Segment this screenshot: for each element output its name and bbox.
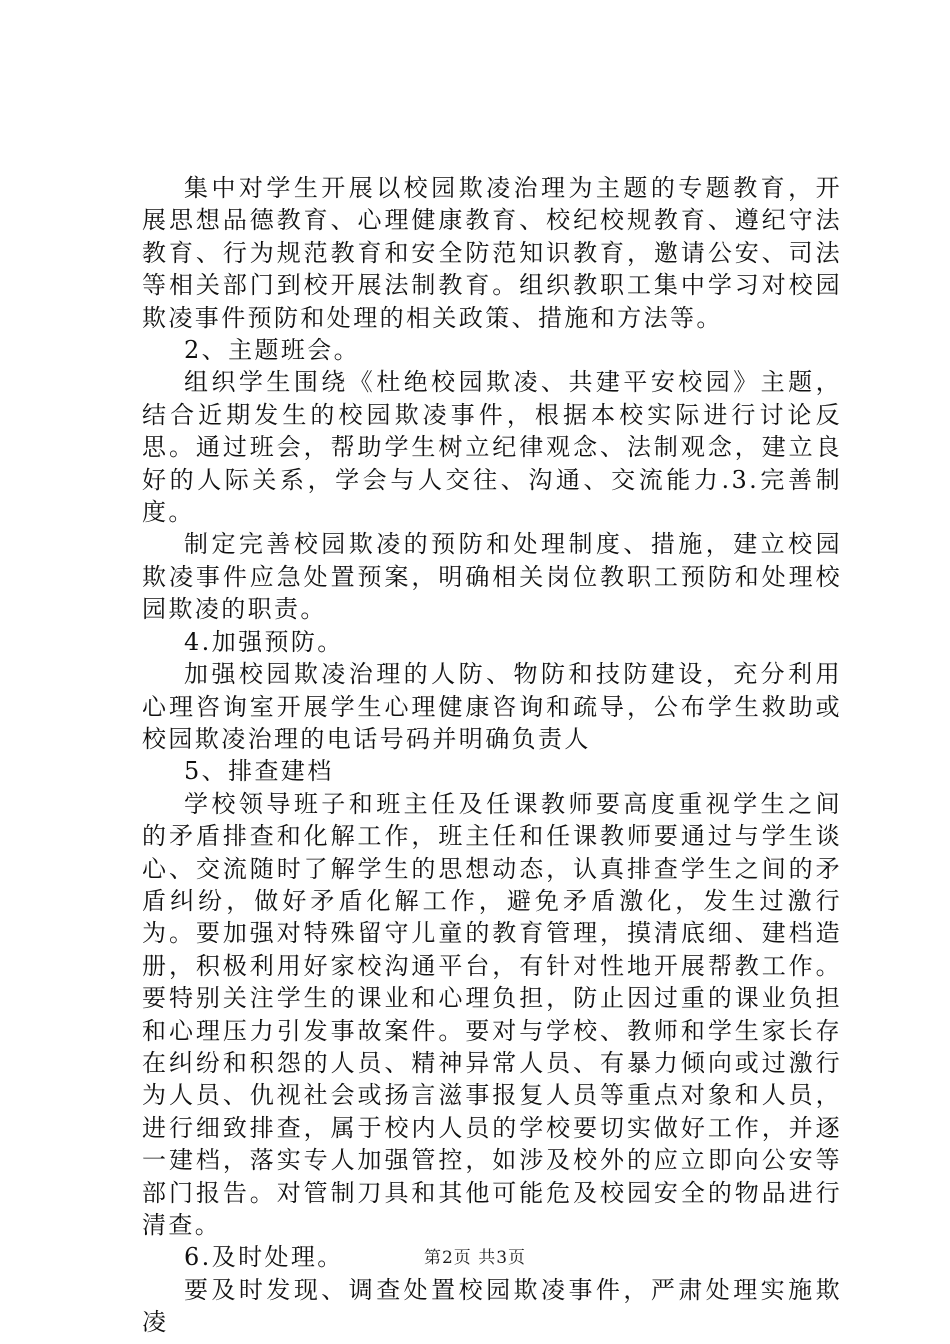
heading-investigation: 5、排查建档 — [184, 757, 334, 786]
paragraph-system: 制定完善校园欺凌的预防和处理制度、措施，建立校园欺凌事件应急处置预案，明确相关岗位教职工预防和处理校园欺凌的职责。 — [142, 530, 842, 624]
document-body — [142, 172, 842, 1339]
paragraph-investigation: 学校领导班子和班主任及任课教师要高度重视学生之间的矛盾排查和化解工作，班主任和任课教师要通过与学生谈心、交流随时了解学生的思想动态，认真排查学生之间的矛盾纠纷，做好矛盾化解工作，避免矛盾激化，发生过激行为。要加强对特殊留守儿童的教育管理，摸清底细、建档造册，积极利用好家校沟通平台，有针对性地开展帮教工作。要特别关注学生的课业和心理负担，防止因过重的课业负担和心理压力引发事故案件。要对与学校、教师和学生家长存在纠纷和积怨的人员、精神异常人员、有暴力倾向或过激行为人员、仇视社会或扬言滋事报复人员等重点对象和人员，进行细致排查，属于校内人员的学校要切实做好工作，并逐一建档，落实专人加强管控，如涉及校外的应立即向公安等部门报告。对管制刀具和其他可能危及校园安全的物品进行清查。 — [142, 789, 842, 1239]
heading-theme-class-meeting: 2、主题班会。 — [184, 336, 361, 365]
paragraph-class-meeting: 组织学生围绕《杜绝校园欺凌、共建平安校园》主题，结合近期发生的校园欺凌事件，根据本校实际进行讨论反思。通过班会，帮助学生树立纪律观念、法制观念，建立良好的人际关系，学会与人交往、沟通、交流能力.3.完善制度。 — [142, 368, 842, 527]
paragraph-timely-handling: 要及时发现、调查处置校园欺凌事件，严肃处理实施欺凌 — [142, 1275, 842, 1337]
heading-timely-handling: 6.及时处理。 — [184, 1243, 344, 1272]
heading-prevention: 4.加强预防。 — [184, 627, 344, 656]
paragraph-education: 集中对学生开展以校园欺凌治理为主题的专题教育，开展思想品德教育、心理健康教育、校纪校规教育、遵纪守法教育、行为规范教育和安全防范知识教育，邀请公安、司法等相关部门到校开展法制教育。组织教职工集中学习对校园欺凌事件预防和处理的相关政策、措施和方法等。 — [142, 174, 842, 332]
page-number-footer: 第2页 共3页 — [423, 1248, 527, 1268]
paragraph-prevention: 加强校园欺凌治理的人防、物防和技防建设，充分利用心理咨询室开展学生心理健康咨询和疏导，公布学生救助或校园欺凌治理的电话号码并明确负责人 — [142, 660, 842, 753]
